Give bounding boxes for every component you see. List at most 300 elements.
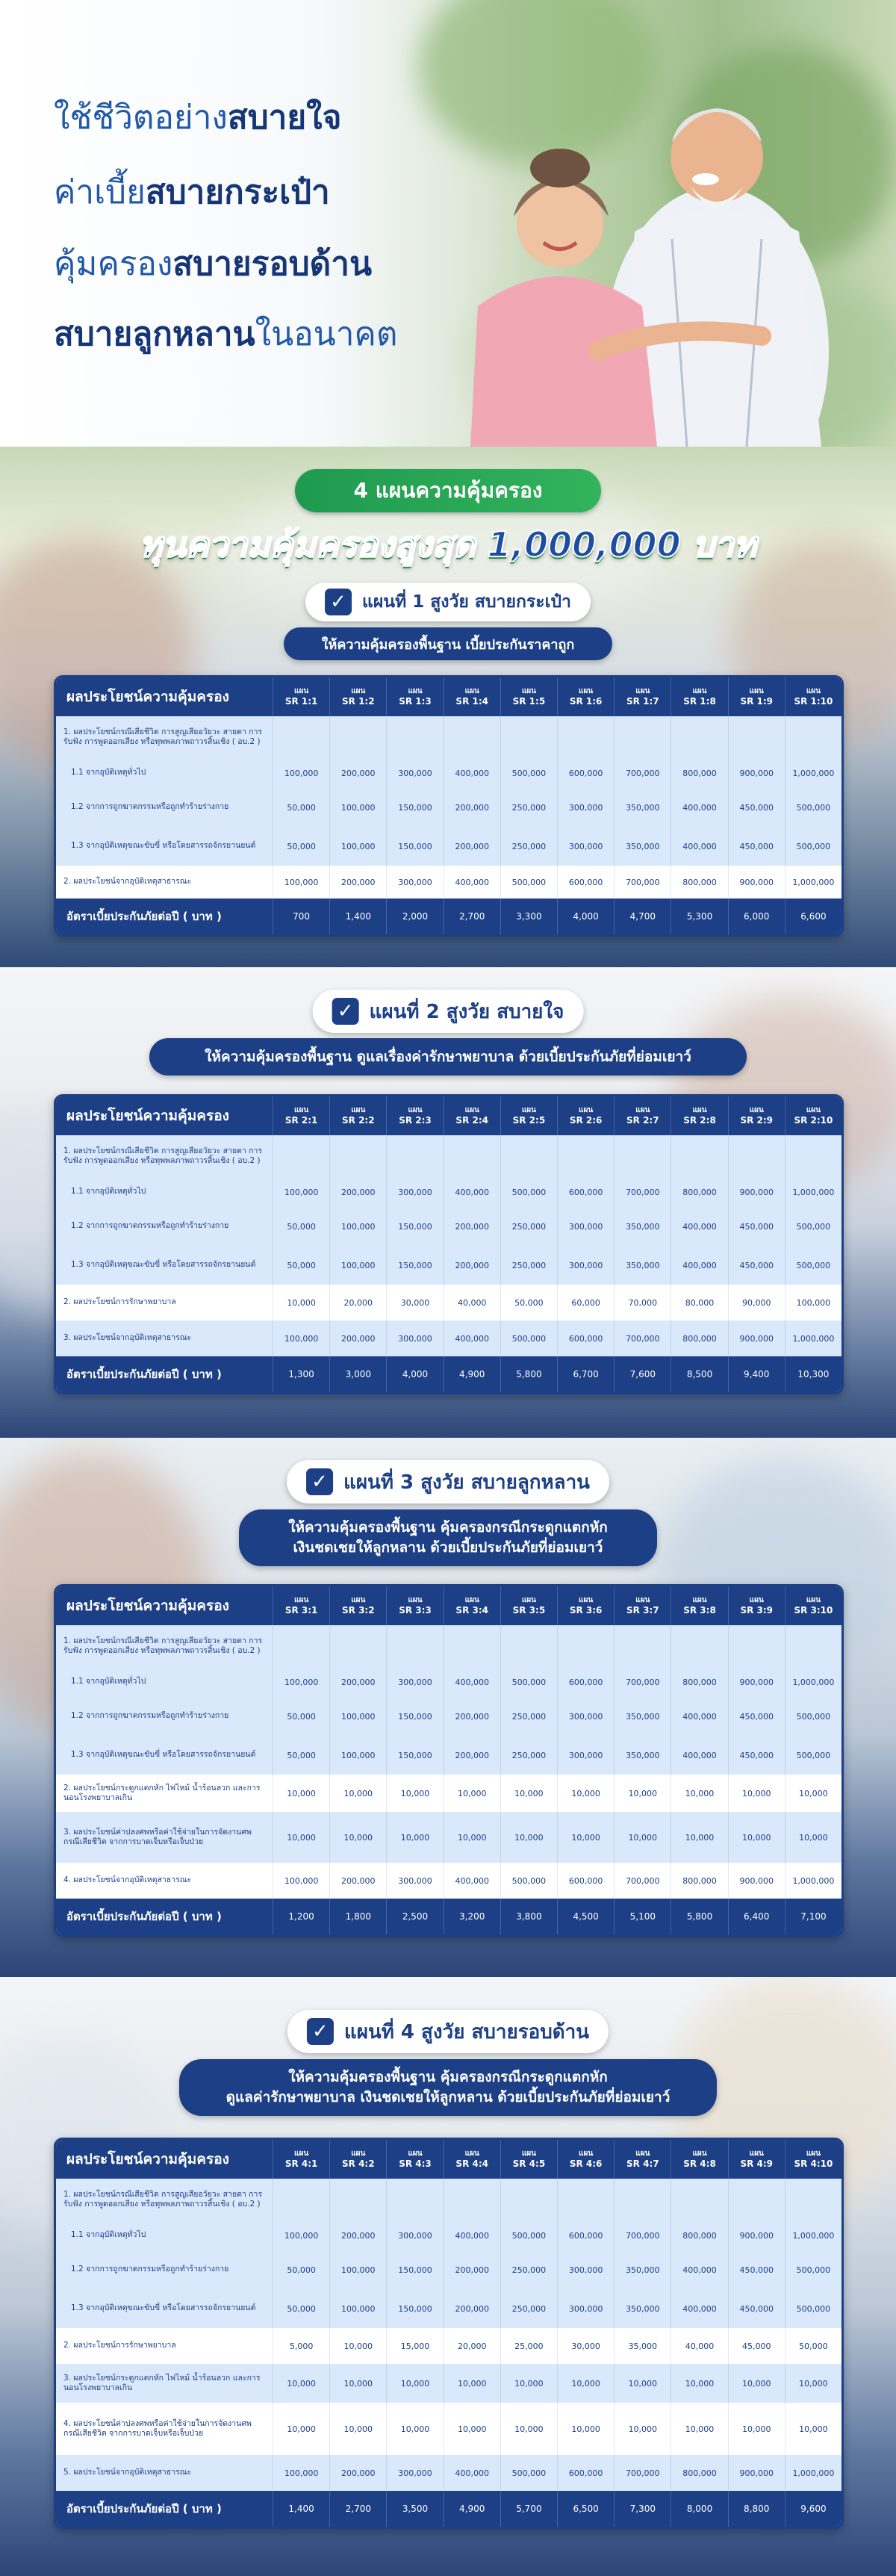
benefit-value-cell: 10,000 [728, 2364, 785, 2403]
plan-column-header [273, 1586, 329, 1625]
benefit-value-cell: 300,000 [557, 1697, 614, 1736]
benefit-value-cell: 800,000 [671, 758, 727, 788]
plan-word-label: แผน [521, 1105, 536, 1114]
plan-word-label: แผน [635, 1595, 650, 1604]
benefit-value-cell: 350,000 [614, 2250, 671, 2289]
benefit-value-cell: 900,000 [728, 1177, 785, 1207]
benefit-value-cell: 500,000 [785, 2250, 841, 2289]
plan-code-label: SR 1:1 [284, 695, 318, 707]
benefit-value-cell [329, 1135, 386, 1177]
plan-column-header [386, 677, 443, 716]
benefit-value-cell: 5,000 [273, 2328, 329, 2364]
benefit-value-cell: 400,000 [444, 2220, 500, 2250]
table-row [56, 1207, 841, 1246]
benefit-value-cell: 350,000 [614, 827, 671, 866]
plan-column-header [500, 1586, 557, 1625]
benefit-value-cell: 50,000 [273, 1207, 329, 1246]
benefits-header-label: ผลประโยชน์ความคุ้มครอง [66, 2151, 229, 2167]
premium-value-cell: 7,600 [614, 1356, 671, 1392]
plan-code-label: SR 2:8 [683, 1114, 716, 1126]
premium-value-cell: 6,600 [785, 899, 841, 934]
plan-1-title: แผนที่ 1 สูงวัย สบายกระเป๋า [362, 592, 571, 612]
plan-column-header [273, 2140, 329, 2179]
benefit-value-cell: 450,000 [728, 2289, 785, 2328]
benefit-value-cell: 10,000 [273, 1812, 329, 1863]
benefit-value-cell: 400,000 [671, 2289, 727, 2328]
benefit-value-cell: 450,000 [728, 827, 785, 866]
premium-value-cell: 5,300 [671, 899, 727, 934]
benefit-value-cell: 10,000 [329, 1812, 386, 1863]
plan-column-header [671, 677, 727, 716]
table-row [56, 758, 841, 788]
benefit-value-cell [500, 716, 557, 758]
benefit-value-cell: 400,000 [671, 2250, 727, 2289]
table-row [56, 788, 841, 827]
plan-4-table [54, 2138, 844, 2529]
benefit-value-cell: 100,000 [329, 2250, 386, 2289]
benefit-value-cell: 150,000 [386, 2289, 443, 2328]
plan-code-label: SR 1:9 [740, 695, 773, 707]
table-row [56, 1625, 841, 1667]
benefit-value-cell: 800,000 [671, 1320, 727, 1356]
benefit-value-cell: 800,000 [671, 1863, 727, 1899]
plan-code-label: SR 3:1 [284, 1604, 318, 1616]
benefit-value-cell: 200,000 [329, 1667, 386, 1697]
benefit-value-cell: 500,000 [500, 1320, 557, 1356]
plan-column-header [500, 2140, 557, 2179]
benefit-value-cell: 100,000 [329, 788, 386, 827]
plan-code-label: SR 4:1 [284, 2158, 318, 2169]
plan-column-header [500, 1096, 557, 1135]
benefit-value-cell: 100,000 [273, 758, 329, 788]
max-coverage-title: ทุนความคุ้มครองสูงสุด 1,000,000 บาท [139, 524, 757, 565]
plan-1-badge [305, 583, 591, 621]
benefit-value-cell: 200,000 [444, 1697, 500, 1736]
premium-value-cell: 1,400 [273, 2491, 329, 2527]
benefit-value-cell: 900,000 [728, 1863, 785, 1899]
benefit-value-cell: 10,000 [500, 1812, 557, 1863]
benefit-value-cell: 700,000 [614, 1667, 671, 1697]
hero-line-2-prefix: ค่าเบี้ย [54, 173, 146, 211]
benefit-value-cell: 10,000 [557, 1775, 614, 1812]
plan-word-label: แผน [635, 2149, 650, 2158]
benefit-value-cell: 50,000 [273, 1697, 329, 1736]
plan-code-label: SR 3:2 [342, 1604, 375, 1616]
plan-code-label: SR 2:3 [399, 1114, 432, 1126]
plan-column-header [728, 2140, 785, 2179]
benefit-value-cell: 10,000 [329, 1775, 386, 1812]
plan-code-label: SR 3:4 [455, 1604, 488, 1616]
plan-column-header [273, 677, 329, 716]
table-row [56, 1177, 841, 1207]
benefit-value-cell: 10,000 [329, 2403, 386, 2455]
benefit-value-cell: 200,000 [444, 1246, 500, 1285]
benefit-value-cell: 150,000 [386, 1697, 443, 1736]
benefit-value-cell: 20,000 [329, 1285, 386, 1320]
benefit-value-cell: 10,000 [614, 1775, 671, 1812]
benefit-value-cell: 200,000 [444, 827, 500, 866]
benefit-value-cell: 10,000 [500, 2403, 557, 2455]
table-row [56, 1320, 841, 1356]
benefit-value-cell: 10,000 [785, 2364, 841, 2403]
plan-code-label: SR 2:4 [455, 1114, 488, 1126]
benefit-value-cell: 10,000 [557, 2403, 614, 2455]
benefit-value-cell: 150,000 [386, 1736, 443, 1775]
benefit-value-cell [273, 1135, 329, 1177]
benefit-value-cell: 700,000 [614, 1863, 671, 1899]
benefit-value-cell [785, 716, 841, 758]
benefits-header-label: ผลประโยชน์ความคุ้มครอง [66, 689, 229, 705]
benefit-value-cell: 50,000 [273, 1736, 329, 1775]
plan-code-label: SR 3:9 [740, 1604, 773, 1616]
plan-word-label: แผน [579, 1595, 594, 1604]
premium-row [56, 2491, 841, 2527]
benefit-value-cell: 400,000 [671, 788, 727, 827]
checkmark-icon: ✓ [306, 1468, 333, 1495]
premium-value-cell: 4,900 [444, 1356, 500, 1392]
premium-value-cell: 3,200 [444, 1899, 500, 1934]
premium-value-cell: 1,800 [329, 1899, 386, 1934]
plan-column-header [444, 2140, 500, 2179]
plan-word-label: แผน [351, 686, 366, 695]
premium-value-cell: 8,800 [728, 2491, 785, 2527]
benefit-value-cell: 900,000 [728, 2455, 785, 2491]
benefit-value-cell: 10,000 [444, 1812, 500, 1863]
benefit-value-cell: 20,000 [444, 2328, 500, 2364]
benefit-value-cell: 250,000 [500, 1246, 557, 1285]
plan-column-header [557, 1096, 614, 1135]
plan-2-description-line-1: ให้ความคุ้มครองพื้นฐาน ดูแลเรื่องค่ารักษาพยาบาล ด้วยเบี้ยประกันภัยที่ย่อมเยาว์ [205, 1049, 691, 1065]
benefit-label: 1.1 จากอุบัติเหตุทั่วไป [71, 1677, 146, 1686]
benefit-value-cell: 600,000 [557, 758, 614, 788]
benefit-value-cell: 10,000 [614, 1812, 671, 1863]
benefit-label: 3. ผลประโยชน์กระดูกแตกหัก ไฟไหม้ น้ำร้อนลวก และการนอนโรงพยาบาลเกิน [63, 2373, 261, 2392]
benefit-value-cell: 50,000 [500, 1285, 557, 1320]
benefit-label: 5. ผลประโยชน์จากอุบัติเหตุสาธารณะ [63, 2468, 192, 2477]
plan-word-label: แผน [521, 686, 536, 695]
benefit-value-cell: 500,000 [785, 788, 841, 827]
table-row [56, 716, 841, 758]
benefit-label: 1.2 จากการถูกฆาตกรรมหรือถูกทำร้ายร่างกาย [71, 1221, 229, 1231]
table-header [56, 1096, 841, 1135]
benefit-value-cell: 600,000 [557, 1667, 614, 1697]
benefit-value-cell: 200,000 [444, 2289, 500, 2328]
benefit-value-cell [785, 2179, 841, 2220]
premium-value-cell: 5,800 [671, 1899, 727, 1934]
benefit-value-cell [557, 1625, 614, 1667]
benefit-value-cell: 150,000 [386, 2250, 443, 2289]
benefit-value-cell: 300,000 [386, 2220, 443, 2250]
table-row [56, 1285, 841, 1320]
benefits-header-label: ผลประโยชน์ความคุ้มครอง [66, 1598, 229, 1614]
plan-column-header [671, 2140, 727, 2179]
plan-word-label: แผน [806, 2149, 821, 2158]
benefit-value-cell: 250,000 [500, 788, 557, 827]
benefit-value-cell: 400,000 [444, 1177, 500, 1207]
benefit-value-cell [671, 716, 727, 758]
plan-word-label: แผน [521, 1595, 536, 1604]
benefit-value-cell: 400,000 [444, 758, 500, 788]
benefit-value-cell: 450,000 [728, 1736, 785, 1775]
plan-word-label: แผน [294, 2149, 309, 2158]
plan-code-label: SR 2:5 [512, 1114, 546, 1126]
plan-column-header [444, 677, 500, 716]
plan-column-header [785, 1586, 841, 1625]
plan-word-label: แผน [806, 1595, 821, 1604]
benefit-value-cell: 200,000 [444, 1207, 500, 1246]
premium-value-cell: 3,800 [500, 1899, 557, 1934]
plan-column-header [329, 1586, 386, 1625]
plan-word-label: แผน [351, 1105, 366, 1114]
benefit-value-cell: 10,000 [728, 1812, 785, 1863]
plan-code-label: SR 3:10 [794, 1604, 833, 1616]
plan-word-label: แผน [294, 1105, 309, 1114]
plan-2-description [149, 1038, 747, 1076]
benefit-value-cell: 150,000 [386, 1207, 443, 1246]
premium-value-cell: 8,000 [671, 2491, 727, 2527]
premium-row [56, 899, 841, 934]
benefit-value-cell: 10,000 [273, 1775, 329, 1812]
premium-value-cell: 2,700 [329, 2491, 386, 2527]
benefit-value-cell: 450,000 [728, 788, 785, 827]
benefit-value-cell [329, 716, 386, 758]
benefit-value-cell [728, 716, 785, 758]
plans-count-pill: 4 แผนความคุ้มครอง [295, 469, 601, 512]
benefit-value-cell: 250,000 [500, 1697, 557, 1736]
table-row [56, 2179, 841, 2220]
benefit-value-cell: 400,000 [444, 2455, 500, 2491]
benefit-value-cell: 700,000 [614, 2455, 671, 2491]
benefit-value-cell: 900,000 [728, 866, 785, 899]
checkmark-icon: ✓ [307, 2018, 334, 2045]
benefit-value-cell: 800,000 [671, 866, 727, 899]
benefit-value-cell: 150,000 [386, 788, 443, 827]
benefit-value-cell: 500,000 [500, 2455, 557, 2491]
benefit-value-cell: 10,000 [273, 2364, 329, 2403]
hero-line-1-highlight: สบายใจ [227, 99, 342, 137]
benefit-value-cell: 700,000 [614, 1320, 671, 1356]
plan-word-label: แผน [749, 1105, 764, 1114]
benefit-value-cell: 15,000 [386, 2328, 443, 2364]
benefit-value-cell: 90,000 [728, 1285, 785, 1320]
premium-label: อัตราเบี้ยประกันภัยต่อปี ( บาท ) [66, 1368, 222, 1381]
hero-banner [0, 0, 896, 447]
premium-value-cell: 6,500 [557, 2491, 614, 2527]
plan-code-label: SR 4:10 [794, 2158, 833, 2169]
plan-code-label: SR 1:5 [512, 695, 546, 707]
benefit-value-cell: 900,000 [728, 1320, 785, 1356]
benefit-value-cell: 45,000 [728, 2328, 785, 2364]
table-row [56, 1863, 841, 1899]
benefit-value-cell [444, 1135, 500, 1177]
plan-word-label: แผน [806, 686, 821, 695]
premium-row [56, 1899, 841, 1934]
plan-word-label: แผน [749, 686, 764, 695]
benefit-value-cell: 10,000 [386, 1812, 443, 1863]
benefit-value-cell: 60,000 [557, 1285, 614, 1320]
plan-4-description [179, 2059, 717, 2116]
plan-1-description-line-1: ให้ความคุ้มครองพื้นฐาน เบี้ยประกันราคาถูก [321, 636, 575, 653]
plan-word-label: แผน [294, 1595, 309, 1604]
plan-word-label: แผน [408, 686, 423, 695]
premium-label: อัตราเบี้ยประกันภัยต่อปี ( บาท ) [66, 1910, 222, 1923]
benefit-value-cell: 300,000 [557, 827, 614, 866]
benefit-value-cell: 800,000 [671, 2220, 727, 2250]
plan-word-label: แผน [408, 1105, 423, 1114]
benefit-value-cell: 300,000 [557, 2250, 614, 2289]
plan-4-description-line-2: ดูแลค่ารักษาพยาบาล เงินชดเชยให้ลูกหลาน ด้วยเบี้ยประกันภัยที่ย่อมเยาว์ [225, 2089, 671, 2105]
benefit-value-cell [557, 1135, 614, 1177]
plan-code-label: SR 3:7 [626, 1604, 659, 1616]
benefit-value-cell: 350,000 [614, 1736, 671, 1775]
benefit-value-cell: 1,000,000 [785, 866, 841, 899]
plan-3-title: แผนที่ 3 สูงวัย สบายลูกหลาน [343, 1471, 590, 1494]
benefit-label: 2. ผลประโยชน์จากอุบัติเหตุสาธารณะ [63, 877, 192, 887]
checkmark-icon: ✓ [325, 589, 352, 615]
benefit-value-cell: 450,000 [728, 1207, 785, 1246]
benefit-label: 3. ผลประโยชน์ค่าปลงศพหรือค่าใช้จ่ายในการจัดงานศพ กรณีเสียชีวิต จากการบาดเจ็บหรือเจ็บป่วย [63, 1827, 252, 1846]
plan-2-section [0, 967, 896, 1438]
table-row [56, 1246, 841, 1285]
premium-value-cell: 7,300 [614, 2491, 671, 2527]
plan-3-description [239, 1509, 657, 1566]
benefit-value-cell: 100,000 [785, 1285, 841, 1320]
premium-value-cell: 4,900 [444, 2491, 500, 2527]
plan-column-header [444, 1586, 500, 1625]
premium-value-cell: 4,000 [386, 1356, 443, 1392]
plan-column-header [386, 2140, 443, 2179]
plan-code-label: SR 4:4 [455, 2158, 488, 2169]
benefit-value-cell: 500,000 [785, 2289, 841, 2328]
plan-3-badge [287, 1460, 609, 1503]
premium-value-cell: 4,500 [557, 1899, 614, 1934]
benefit-value-cell: 700,000 [614, 866, 671, 899]
benefit-value-cell [728, 1625, 785, 1667]
plan-code-label: SR 2:6 [569, 1114, 603, 1126]
plan-column-header [500, 677, 557, 716]
plan-word-label: แผน [579, 1105, 594, 1114]
premium-value-cell: 3,300 [500, 899, 557, 934]
plan-word-label: แผน [521, 2149, 536, 2158]
plan-4-section [0, 1977, 896, 2576]
plan-3-section [0, 1438, 896, 1977]
plan-code-label: SR 1:4 [455, 695, 488, 707]
plan-word-label: แผน [294, 686, 309, 695]
benefit-label: 1.1 จากอุบัติเหตุทั่วไป [71, 2230, 146, 2240]
benefit-value-cell: 500,000 [500, 866, 557, 899]
benefit-value-cell [329, 1625, 386, 1667]
benefit-value-cell: 100,000 [329, 2289, 386, 2328]
table-row [56, 1667, 841, 1697]
premium-value-cell: 2,500 [386, 1899, 443, 1934]
benefit-value-cell: 1,000,000 [785, 1863, 841, 1899]
benefit-value-cell: 500,000 [500, 1667, 557, 1697]
benefit-value-cell [671, 1625, 727, 1667]
benefit-value-cell: 80,000 [671, 1285, 727, 1320]
benefit-label: 1.3 จากอุบัติเหตุขณะขับขี่ หรือโดยสารรถจักรยานยนต์ [71, 1260, 256, 1270]
benefit-value-cell: 450,000 [728, 2250, 785, 2289]
benefit-value-cell: 50,000 [273, 827, 329, 866]
premium-value-cell: 7,100 [785, 1899, 841, 1934]
benefit-value-cell: 10,000 [329, 2328, 386, 2364]
benefit-value-cell: 200,000 [329, 758, 386, 788]
benefit-value-cell [557, 2179, 614, 2220]
premium-label: อัตราเบี้ยประกันภัยต่อปี ( บาท ) [66, 2502, 222, 2516]
benefit-value-cell [728, 1135, 785, 1177]
benefit-value-cell: 350,000 [614, 1207, 671, 1246]
hero-line-3-highlight: สบายรอบด้าน [172, 245, 373, 283]
plan-column-header [329, 677, 386, 716]
benefit-value-cell: 500,000 [500, 2220, 557, 2250]
plan-column-header [728, 677, 785, 716]
plan-column-header [614, 2140, 671, 2179]
benefit-value-cell: 200,000 [444, 1736, 500, 1775]
benefit-label: 1.2 จากการถูกฆาตกรรมหรือถูกทำร้ายร่างกาย [71, 802, 229, 812]
benefit-label: 1.3 จากอุบัติเหตุขณะขับขี่ หรือโดยสารรถจักรยานยนต์ [71, 1750, 256, 1760]
benefit-value-cell: 10,000 [444, 1775, 500, 1812]
benefit-value-cell: 200,000 [329, 1177, 386, 1207]
benefit-value-cell: 350,000 [614, 1246, 671, 1285]
benefit-value-cell [386, 2179, 443, 2220]
benefit-value-cell: 50,000 [785, 2328, 841, 2364]
plan-code-label: SR 4:2 [342, 2158, 375, 2169]
plan-code-label: SR 3:3 [399, 1604, 432, 1616]
benefit-value-cell [614, 716, 671, 758]
plan-column-header [728, 1586, 785, 1625]
premium-value-cell: 3,000 [329, 1356, 386, 1392]
plan-word-label: แผน [635, 686, 650, 695]
benefit-value-cell [386, 1625, 443, 1667]
plan-column-header [785, 2140, 841, 2179]
benefit-value-cell: 100,000 [273, 2220, 329, 2250]
benefit-value-cell: 100,000 [273, 1320, 329, 1356]
plan-4-description-line-1: ให้ความคุ้มครองพื้นฐาน คุ้มครองกรณีกระดูกแตกหัก [288, 2069, 608, 2086]
benefit-value-cell [273, 716, 329, 758]
benefit-value-cell: 10,000 [785, 1775, 841, 1812]
premium-value-cell: 4,000 [557, 899, 614, 934]
table-row [56, 827, 841, 866]
premium-value-cell: 700 [273, 899, 329, 934]
benefit-label: 1.2 จากการถูกฆาตกรรมหรือถูกทำร้ายร่างกาย [71, 2265, 229, 2274]
benefit-value-cell: 30,000 [386, 1285, 443, 1320]
benefit-value-cell: 400,000 [444, 1667, 500, 1697]
benefit-value-cell: 450,000 [728, 1697, 785, 1736]
benefit-value-cell: 10,000 [500, 2364, 557, 2403]
benefit-value-cell [785, 1625, 841, 1667]
premium-value-cell: 5,700 [500, 2491, 557, 2527]
benefit-value-cell: 300,000 [557, 1246, 614, 1285]
plan-column-header [614, 1096, 671, 1135]
benefit-value-cell [557, 716, 614, 758]
benefit-value-cell: 200,000 [329, 2455, 386, 2491]
benefit-value-cell: 700,000 [614, 2220, 671, 2250]
benefit-value-cell: 400,000 [444, 1320, 500, 1356]
table-row [56, 1812, 841, 1863]
benefit-value-cell: 200,000 [329, 2220, 386, 2250]
benefit-value-cell: 10,000 [500, 1775, 557, 1812]
plan-word-label: แผน [635, 1105, 650, 1114]
benefit-label: 1. ผลประโยชน์กรณีเสียชีวิต การสูญเสียอวัยวะ สายตา การรับฟัง การพูดออกเสียง หรือทุพพลภาพถาวรสิ้นเชิง ( อบ.2 ) [63, 727, 263, 746]
benefit-value-cell: 10,000 [728, 1775, 785, 1812]
benefit-value-cell: 10,000 [614, 2364, 671, 2403]
premium-value-cell: 5,800 [500, 1356, 557, 1392]
plan-code-label: SR 4:9 [740, 2158, 773, 2169]
plan-column-header [557, 677, 614, 716]
plan-column-header [386, 1586, 443, 1625]
benefit-value-cell: 200,000 [329, 1320, 386, 1356]
benefit-value-cell: 500,000 [785, 827, 841, 866]
benefit-value-cell [671, 1135, 727, 1177]
